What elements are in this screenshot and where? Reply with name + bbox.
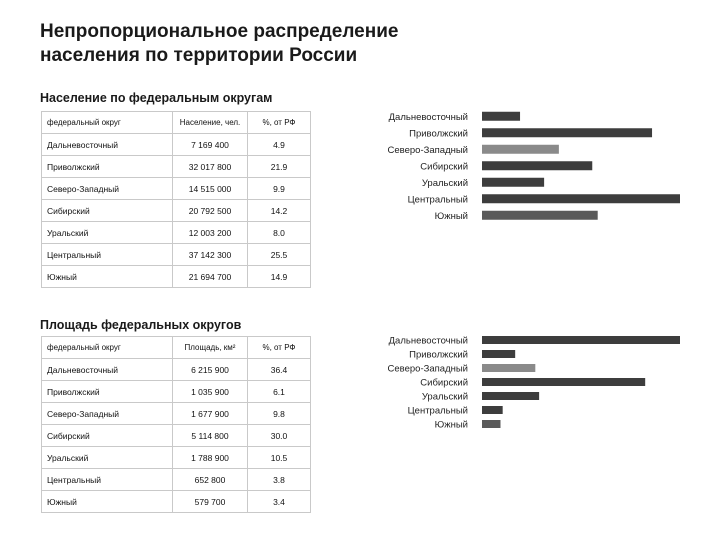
table-row [42, 469, 311, 491]
category-label: Приволжский [409, 128, 468, 140]
table-cell: 21.9 [248, 156, 311, 178]
table-cell: 5 114 800 [173, 425, 248, 447]
table-header-cell: %, от РФ [248, 112, 311, 134]
table-cell: Сибирский [42, 425, 173, 447]
bar [482, 211, 598, 220]
population-table [41, 111, 311, 288]
table-cell: 579 700 [173, 491, 248, 513]
table-row [42, 178, 311, 200]
table-row [42, 447, 311, 469]
table-header-cell: федеральный округ [42, 112, 173, 134]
area-bar-chart [350, 333, 690, 433]
table-cell: 6 215 900 [173, 359, 248, 381]
table-cell: 4.9 [248, 134, 311, 156]
area-table [41, 336, 311, 513]
category-label: Дальневосточный [388, 335, 468, 347]
table-cell: 14.2 [248, 200, 311, 222]
table-cell: 10.5 [248, 447, 311, 469]
table-cell: 9.9 [248, 178, 311, 200]
category-label: Уральский [421, 177, 468, 189]
table-cell: Уральский [42, 222, 173, 244]
table-cell: Приволжский [42, 381, 173, 403]
table-cell: Приволжский [42, 156, 173, 178]
bar [482, 364, 535, 372]
table-cell: 25.5 [248, 244, 311, 266]
table-cell: 3.4 [248, 491, 311, 513]
table-cell: 14 515 000 [173, 178, 248, 200]
category-label: Приволжский [409, 349, 468, 361]
table-header-cell: Площадь, км² [173, 337, 248, 359]
table-cell: 9.8 [248, 403, 311, 425]
table-row [42, 244, 311, 266]
table-cell: 1 677 900 [173, 403, 248, 425]
table-cell: Южный [42, 266, 173, 288]
population-bar-chart [350, 108, 690, 226]
table-cell: 21 694 700 [173, 266, 248, 288]
category-label: Центральный [407, 405, 468, 417]
table-row [42, 222, 311, 244]
category-label: Южный [434, 210, 468, 222]
category-label: Сибирский [420, 161, 468, 173]
table-header-cell: федеральный округ [42, 337, 173, 359]
slide-title-line-2: населения по территории России [40, 45, 358, 66]
table-header-row [42, 337, 311, 359]
table-header-cell: %, от РФ [248, 337, 311, 359]
category-label: Дальневосточный [388, 111, 468, 123]
table-cell: Южный [42, 491, 173, 513]
category-label: Северо-Западный [387, 363, 468, 375]
table-cell: 36.4 [248, 359, 311, 381]
table-cell: 8.0 [248, 222, 311, 244]
bar [482, 420, 500, 428]
table-cell: 652 800 [173, 469, 248, 491]
bar [482, 406, 503, 414]
table-cell: 30.0 [248, 425, 311, 447]
table-cell: 12 003 200 [173, 222, 248, 244]
table-cell: Дальневосточный [42, 134, 173, 156]
table-row [42, 359, 311, 381]
table-cell: 20 792 500 [173, 200, 248, 222]
slide-title [40, 20, 600, 68]
bar [482, 392, 539, 400]
table-row [42, 403, 311, 425]
area-section-title: Площадь федеральных округов [40, 318, 242, 332]
bar [482, 336, 680, 344]
population-section-title: Население по федеральным округам [40, 91, 273, 105]
bar [482, 128, 652, 137]
table-cell: Сибирский [42, 200, 173, 222]
category-label: Южный [434, 419, 468, 431]
category-label: Уральский [421, 391, 468, 403]
table-cell: Северо-Западный [42, 403, 173, 425]
table-cell: Уральский [42, 447, 173, 469]
bar [482, 350, 515, 358]
table-header-row [42, 112, 311, 134]
table-cell: 37 142 300 [173, 244, 248, 266]
table-row [42, 200, 311, 222]
table-cell: 1 788 900 [173, 447, 248, 469]
bar [482, 194, 680, 203]
table-cell: 7 169 400 [173, 134, 248, 156]
bar [482, 145, 559, 154]
table-row [42, 156, 311, 178]
bar [482, 378, 645, 386]
table-row [42, 425, 311, 447]
table-cell: Центральный [42, 469, 173, 491]
table-header-cell: Население, чел. [173, 112, 248, 134]
table-cell: 14.9 [248, 266, 311, 288]
table-cell: Северо-Западный [42, 178, 173, 200]
table-row [42, 266, 311, 288]
table-cell: 1 035 900 [173, 381, 248, 403]
category-label: Сибирский [420, 377, 468, 389]
table-cell: Дальневосточный [42, 359, 173, 381]
table-cell: Центральный [42, 244, 173, 266]
bar [482, 178, 544, 187]
table-row [42, 491, 311, 513]
category-label: Центральный [407, 194, 468, 206]
table-cell: 6.1 [248, 381, 311, 403]
category-label: Северо-Западный [387, 144, 468, 156]
table-row [42, 381, 311, 403]
table-cell: 3.8 [248, 469, 311, 491]
bar [482, 112, 520, 121]
bar [482, 161, 592, 170]
table-cell: 32 017 800 [173, 156, 248, 178]
slide-title-line-1: Непропорциональное распределение [40, 21, 399, 42]
table-row [42, 134, 311, 156]
